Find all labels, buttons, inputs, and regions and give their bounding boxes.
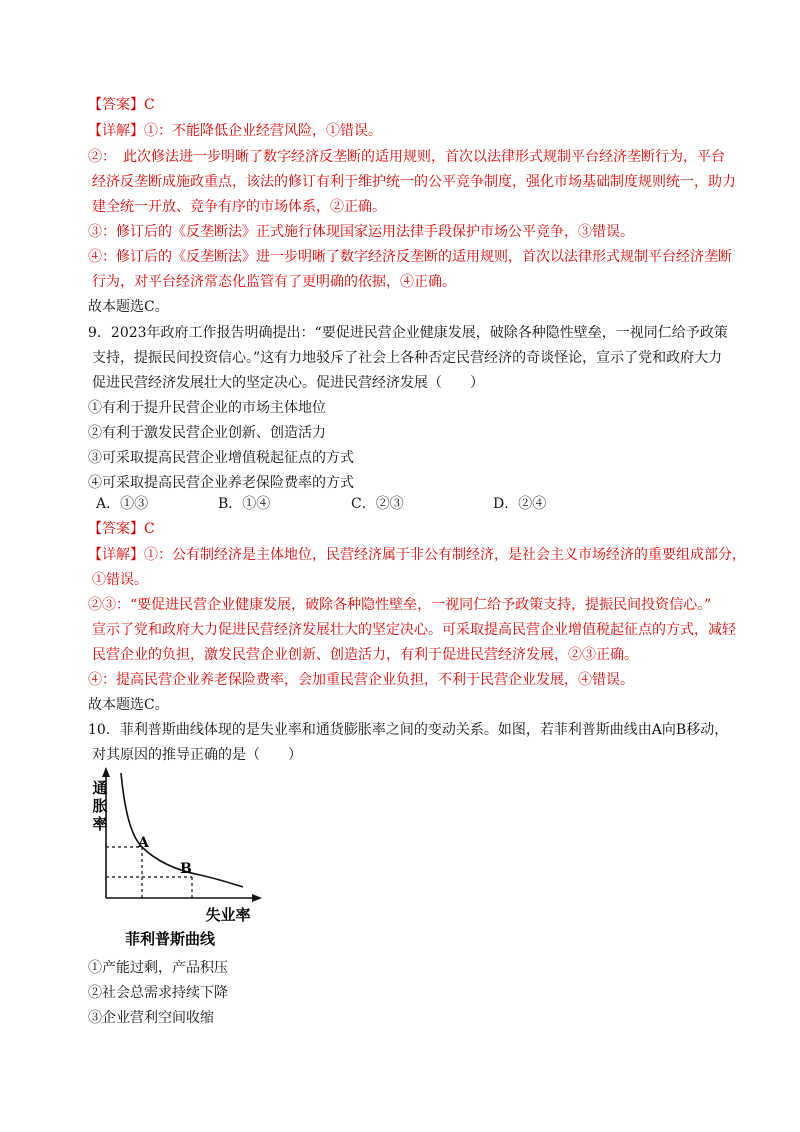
- x-axis-label: 失业率: [205, 906, 251, 924]
- q9-answer: 【答案】C: [88, 521, 155, 537]
- q9-options: [88, 493, 728, 513]
- point-a-label: A: [138, 835, 149, 851]
- q9-detail-line: 【详解】①：公有制经济是主体地位，民营经济属于非公有制经济，是社会主义市场经济的重要组成部分，: [88, 547, 746, 563]
- q9-option-b: B．①④: [218, 496, 271, 512]
- q9-detail-line: ④：提高民营企业养老保险费率，会加重民营企业负担，不利于民营企业发展，④错误。: [88, 672, 634, 688]
- q9-item: ③可采取提高民营企业增值税起征点的方式: [88, 450, 354, 466]
- q10-item: ①产能过剩，产品积压: [88, 960, 228, 976]
- q8-detail-line: 经济反垄断成施政重点，该法的修订有利于维护统一的公平竞争制度，强化市场基础制度规则统一，助力: [92, 174, 736, 190]
- q9-detail-line: 宣示了党和政府大力促进民营经济发展壮大的坚定决心。可采取提高民营企业增值税起征点的方式，减轻: [92, 622, 736, 638]
- q8-detail-line: ③：修订后的《反垄断法》正式施行体现国家运用法律手段保护市场公平竞争，③错误。: [88, 224, 634, 240]
- q9-item: ①有利于提升民营企业的市场主体地位: [88, 400, 326, 416]
- q9-conclusion: 故本题选C。: [88, 697, 169, 713]
- q8-detail-line: 建全统一开放、竞争有序的市场体系，②正确。: [92, 199, 386, 215]
- figure-caption: 菲利普斯曲线: [124, 930, 216, 948]
- q9-item: ②有利于激发民营企业创新、创造活力: [88, 425, 326, 441]
- q9-detail-line: ②③：“要促进民营企业健康发展，破除各种隐性壁垒，一视同仁给予政策支持，提振民间投资信心。”: [88, 597, 712, 613]
- q9-option-c: C．②③: [351, 496, 404, 512]
- q9-option-a: A．①③: [96, 496, 149, 512]
- q9-stem-line: 促进民营经济发展壮大的坚定决心。促进民营经济发展（ ）: [92, 375, 484, 391]
- y-axis-label-char: 胀: [92, 797, 108, 815]
- q10-item: ②社会总需求持续下降: [88, 985, 228, 1001]
- q10-stem-line: 10．菲利普斯曲线体现的是失业率和通货膨胀率之间的变动关系。如图，若菲利普斯曲线由A向B移动，: [88, 722, 729, 738]
- q9-stem-line: 9．2023年政府工作报告明确提出：“要促进民营企业健康发展，破除各种隐性壁垒，一视同仁给予政策: [88, 325, 728, 341]
- q9-stem-line: 支持，提振民间投资信心。”这有力地驳斥了社会上各种否定民营经济的奇谈怪论，宣示了党和政府大力: [92, 350, 723, 366]
- y-axis-arrow-icon: [102, 767, 110, 777]
- point-b-label: B: [180, 861, 192, 877]
- q8-detail-line: ④：修订后的《反垄断法》进一步明晰了数字经济反垄断的适用规则，首次以法律形式规制平台经济垄断: [88, 249, 732, 265]
- q8-detail-line: ②： 此次修法进一步明晰了数字经济反垄断的适用规则，首次以法律形式规制平台经济垄断行为，平台: [88, 149, 725, 165]
- q8-detail-line: 行为，对平台经济常态化监管有了更明确的依据，④正确。: [92, 274, 456, 290]
- q10-item: ③企业营利空间收缩: [88, 1010, 214, 1026]
- phillips-curve-figure: [80, 765, 270, 950]
- y-axis-label-char: 通: [92, 779, 108, 797]
- q9-detail-line: ①错误。: [92, 572, 148, 588]
- x-axis-arrow-icon: [252, 894, 262, 902]
- y-axis-label-char: 率: [92, 815, 108, 833]
- q10-stem-line: 对其原因的推导正确的是（ ）: [92, 747, 302, 763]
- q8-answer: 【答案】C: [88, 97, 155, 113]
- q8-detail-line: 【详解】①：不能降低企业经营风险，①错误。: [88, 123, 382, 139]
- q9-detail-line: 民营企业的负担，激发民营企业创新、创造活力，有利于促进民营经济发展，②③正确。: [92, 647, 638, 663]
- phillips-curve-svg: [80, 765, 270, 950]
- q9-item: ④可采取提高民营企业养老保险费率的方式: [88, 475, 354, 491]
- q8-conclusion: 故本题选C。: [88, 299, 169, 315]
- q9-option-d: D．②④: [493, 496, 547, 512]
